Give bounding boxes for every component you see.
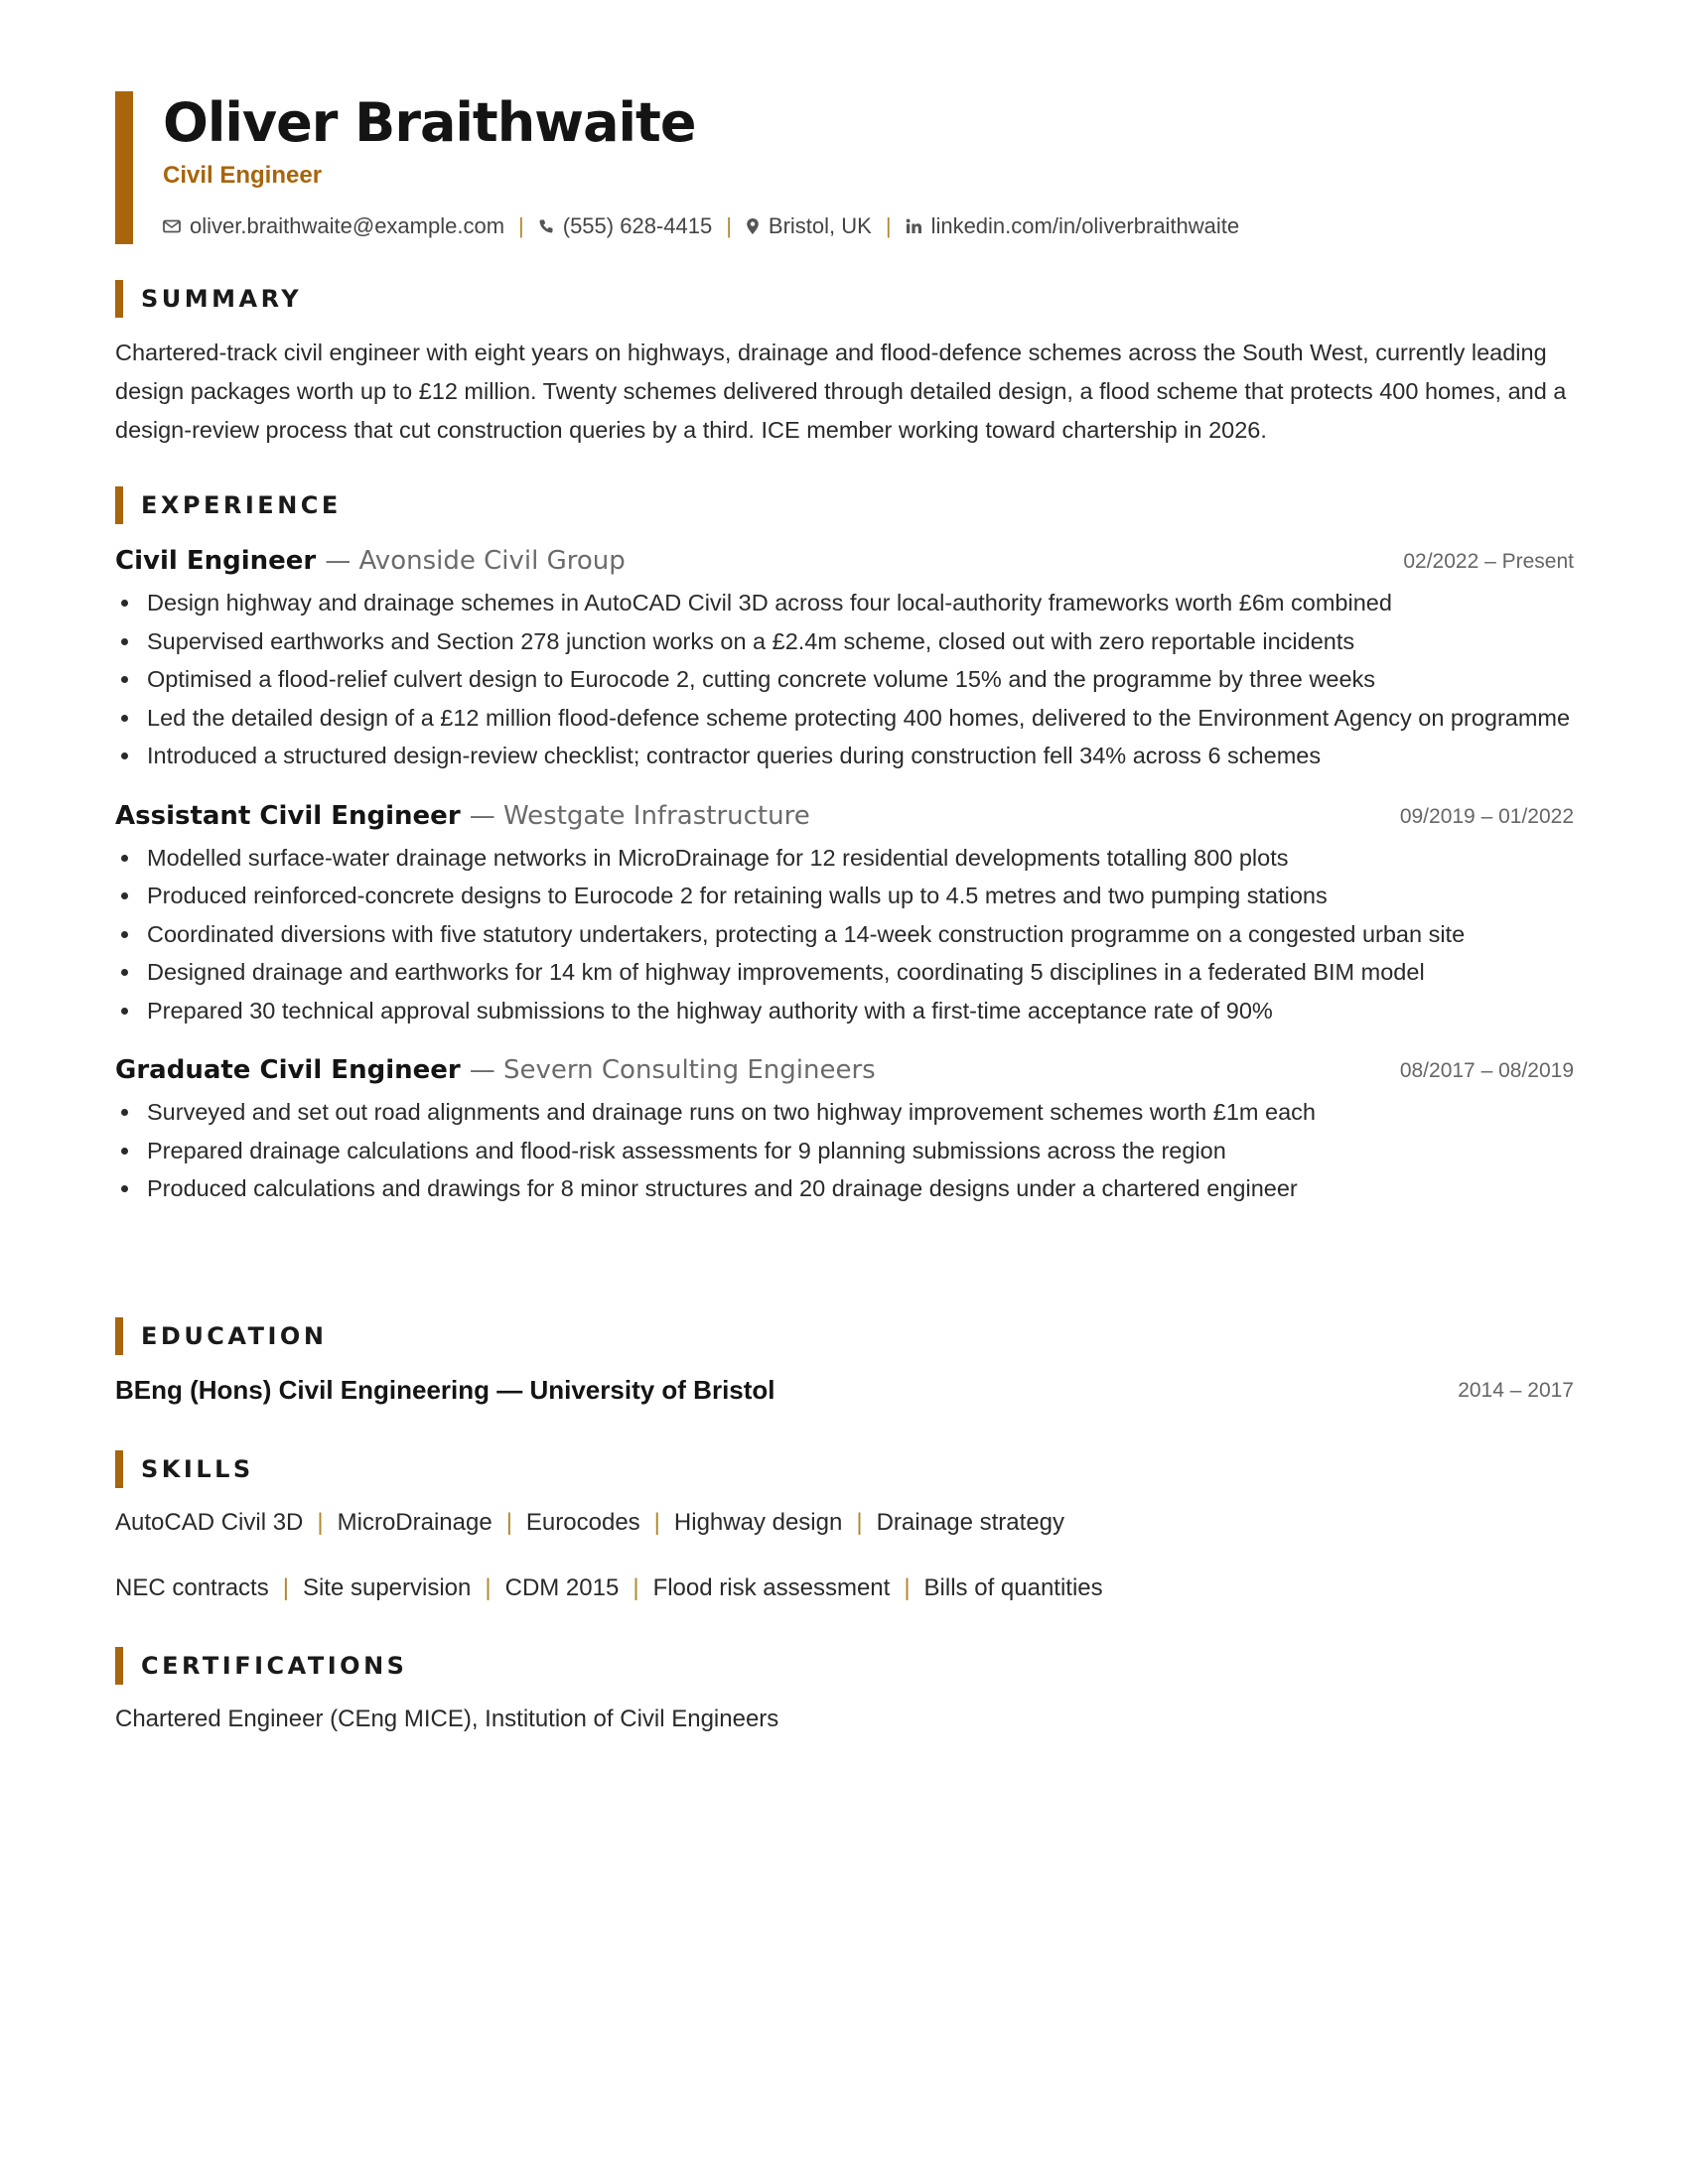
- education-section: [115, 1317, 1574, 1409]
- skills-row: [115, 1570, 1574, 1607]
- section-accent-bar: [115, 1317, 123, 1355]
- skill-separator: |: [282, 1574, 289, 1601]
- job-entry: [115, 1051, 1574, 1208]
- experience-section: [115, 486, 1574, 1208]
- skill-item: Site supervision: [302, 1574, 472, 1601]
- job-bullets: [115, 1093, 1574, 1208]
- job-company: — Avonside Civil Group: [325, 546, 626, 576]
- contact-line: [163, 210, 1239, 242]
- contact-linkedin[interactable]: [906, 213, 1240, 239]
- skill-item: CDM 2015: [504, 1574, 620, 1601]
- education-entry: [115, 1371, 1574, 1409]
- contact-separator: |: [518, 213, 524, 238]
- job-bullet: Modelled surface-water drainage networks in MicroDrainage for 12 residential developments totalling 800 plots: [115, 839, 1574, 878]
- resume-header: [115, 91, 1585, 244]
- job-header: [115, 1051, 1574, 1089]
- job-bullet: Surveyed and set out road alignments and drainage runs on two highway improvement schemes worth £1m each: [115, 1093, 1574, 1132]
- linkedin-icon: [906, 218, 922, 234]
- certifications-section: [115, 1647, 1574, 1738]
- job-header: [115, 797, 1574, 835]
- section-title: SUMMARY: [141, 285, 303, 313]
- map-pin-icon: [746, 217, 760, 235]
- job-bullet: Led the detailed design of a £12 million flood-defence scheme protecting 400 homes, delivered to the Environment Agency on programme: [115, 699, 1574, 738]
- contact-email[interactable]: [163, 213, 504, 239]
- job-company: — Westgate Infrastructure: [469, 800, 810, 831]
- education-degree: BEng (Hons) Civil Engineering — University of Bristol: [115, 1375, 775, 1405]
- job-bullet: Designed drainage and earthworks for 14 km of highway improvements, coordinating 5 disciplines in a federated BIM model: [115, 953, 1574, 992]
- envelope-icon: [163, 219, 181, 233]
- contact-separator: |: [726, 213, 732, 238]
- job-header: [115, 542, 1574, 580]
- skill-item: NEC contracts: [115, 1574, 269, 1601]
- section-accent-bar: [115, 280, 123, 318]
- contact-phone-text: (555) 628-4415: [562, 213, 713, 238]
- skill-item: MicroDrainage: [337, 1509, 492, 1536]
- job-dates: 09/2019 – 01/2022: [1399, 804, 1574, 828]
- job-bullet: Supervised earthworks and Section 278 junction works on a £2.4m scheme, closed out with zero reportable incidents: [115, 622, 1574, 661]
- contact-linkedin-text: linkedin.com/in/oliverbraithwaite: [930, 213, 1240, 238]
- section-title: SKILLS: [141, 1455, 254, 1483]
- job-bullet: Introduced a structured design-review checklist; contractor queries during construction fell 34% across 6 schemes: [115, 737, 1574, 775]
- job-role-text: Assistant Civil Engineer: [115, 800, 461, 831]
- skill-separator: |: [904, 1574, 911, 1601]
- job-bullet: Optimised a flood-relief culvert design to Eurocode 2, cutting concrete volume 15% and the programme by three weeks: [115, 660, 1574, 699]
- job-company: — Severn Consulting Engineers: [469, 1055, 876, 1085]
- header-accent-bar: [115, 91, 133, 244]
- certification-item: Chartered Engineer (CEng MICE), Institution of Civil Engineers: [115, 1706, 779, 1732]
- skill-item: Eurocodes: [525, 1509, 640, 1536]
- skill-separator: |: [505, 1509, 512, 1536]
- section-title: EDUCATION: [141, 1322, 328, 1350]
- contact-location-text: Bristol, UK: [768, 213, 872, 238]
- section-header: [115, 1647, 1574, 1685]
- phone-icon: [538, 218, 554, 234]
- contact-separator: |: [885, 213, 892, 238]
- section-header: [115, 1317, 1574, 1355]
- job-dates: 02/2022 – Present: [1403, 550, 1574, 573]
- candidate-title: Civil Engineer: [163, 162, 323, 189]
- skill-item: Flood risk assessment: [652, 1574, 891, 1601]
- job-role: [115, 1051, 876, 1089]
- skill-separator: |: [633, 1574, 639, 1601]
- skill-item: AutoCAD Civil 3D: [115, 1509, 304, 1536]
- section-title: CERTIFICATIONS: [141, 1652, 408, 1680]
- job-role-text: Civil Engineer: [115, 546, 317, 576]
- section-header: [115, 486, 1574, 524]
- skill-separator: |: [317, 1509, 324, 1536]
- job-bullet: Prepared drainage calculations and flood-risk assessments for 9 planning submissions across the region: [115, 1132, 1574, 1170]
- job-bullet: Coordinated diversions with five statutory undertakers, protecting a 14-week construction programme on a congested urban site: [115, 915, 1574, 954]
- contact-location: [746, 213, 872, 239]
- skill-separator: |: [653, 1509, 660, 1536]
- candidate-name: Oliver Braithwaite: [163, 91, 696, 154]
- section-header: [115, 1450, 1574, 1488]
- skills-row: [115, 1504, 1574, 1542]
- job-entry: [115, 542, 1574, 775]
- skill-item: Drainage strategy: [876, 1509, 1065, 1536]
- section-header: [115, 280, 1574, 318]
- job-bullet: Produced reinforced-concrete designs to Eurocode 2 for retaining walls up to 4.5 metres and two pumping stations: [115, 877, 1574, 915]
- skill-separator: |: [856, 1509, 863, 1536]
- section-accent-bar: [115, 1647, 123, 1685]
- job-role-text: Graduate Civil Engineer: [115, 1055, 461, 1085]
- summary-text: Chartered-track civil engineer with eight years on highways, drainage and flood-defence schemes across the South West, currently leading design packages worth up to £12 million. Twenty schemes delivered through detailed design, a flood scheme that protects 400 homes, and a design-review process that cut construction queries by a third. ICE member working toward chartership in 2026.: [115, 340, 1567, 443]
- summary-section: [115, 280, 1574, 450]
- skills-section: [115, 1450, 1574, 1607]
- job-bullet: Design highway and drainage schemes in AutoCAD Civil 3D across four local-authority frameworks worth £6m combined: [115, 584, 1574, 622]
- job-role: [115, 542, 626, 580]
- job-bullets: [115, 839, 1574, 1030]
- job-entry: [115, 797, 1574, 1030]
- contact-email-text: oliver.braithwaite@example.com: [190, 213, 505, 238]
- contact-phone[interactable]: [538, 213, 712, 239]
- section-title: EXPERIENCE: [141, 491, 342, 519]
- job-bullet: Produced calculations and drawings for 8 minor structures and 20 drainage designs under a chartered engineer: [115, 1169, 1574, 1208]
- skill-item: Highway design: [673, 1509, 843, 1536]
- skill-item: Bills of quantities: [923, 1574, 1103, 1601]
- section-accent-bar: [115, 486, 123, 524]
- job-bullet: Prepared 30 technical approval submissions to the highway authority with a first-time acceptance rate of 90%: [115, 992, 1574, 1030]
- education-dates: 2014 – 2017: [1458, 1379, 1574, 1402]
- skill-separator: |: [485, 1574, 492, 1601]
- section-accent-bar: [115, 1450, 123, 1488]
- job-role: [115, 797, 810, 835]
- job-bullets: [115, 584, 1574, 775]
- job-dates: 08/2017 – 08/2019: [1399, 1059, 1574, 1082]
